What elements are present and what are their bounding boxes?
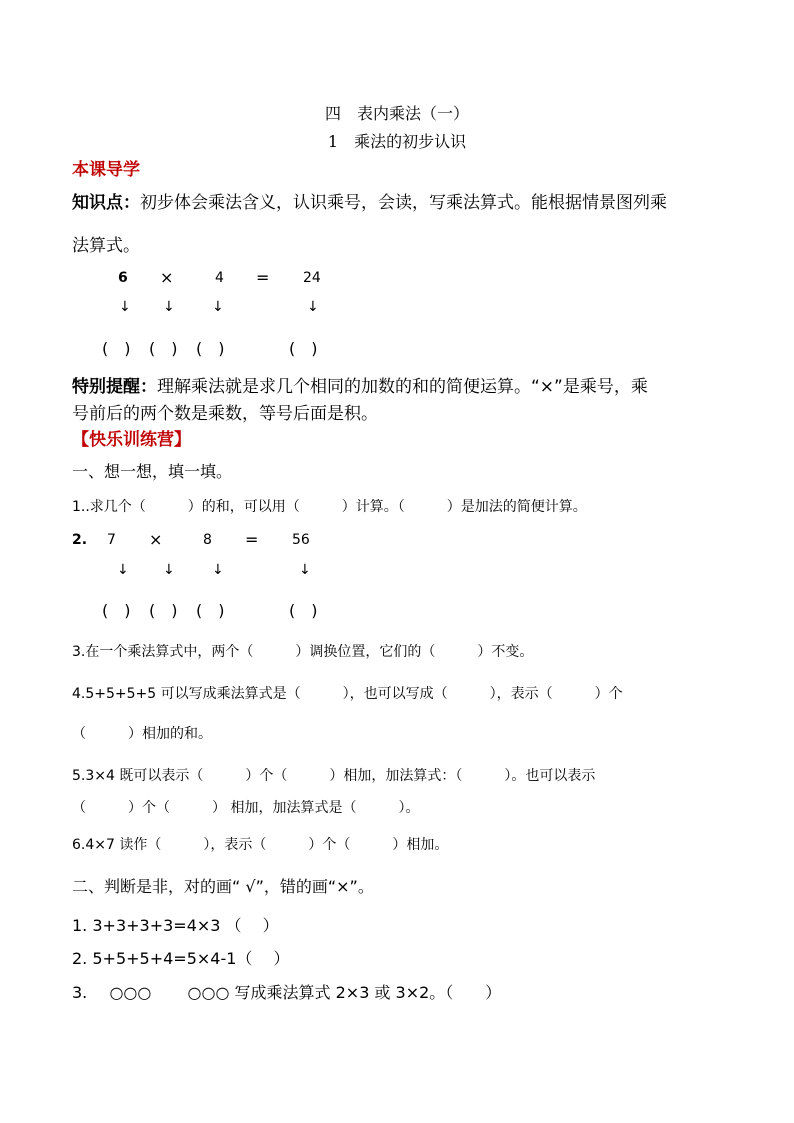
reminder-text-2: 号前后的两个数是乘数，等号后面是积。 (72, 404, 378, 424)
example-times-sign: × (160, 268, 174, 287)
unit-title: 四 表内乘法（一） (324, 104, 469, 123)
circle-group-icon: ○○○ (187, 983, 230, 1002)
example-factor-a: 6 (118, 270, 128, 286)
arrow-down-icon: ↓ (163, 562, 175, 578)
question-6: 6.4×7 读作（ ），表示（ ）个（ ）相加。 (72, 837, 449, 853)
question-5-line-2: （ ）个（ ） 相加，加法算式是（ ）。 (72, 800, 420, 816)
knowledge-label: 知识点： (72, 193, 140, 213)
judge-3-text: 写成乘法算式 2×3 或 3×2。（ ） (234, 983, 502, 1002)
question-4-line-2: （ ）相加的和。 (72, 726, 212, 742)
q2-equals-sign: = (245, 530, 259, 549)
question-1: 1..求几个（ ）的和，可以用（ ）计算。（ ）是加法的简便计算。 (72, 499, 587, 515)
example-equals-sign: = (256, 268, 270, 287)
arrow-down-icon: ↓ (307, 299, 319, 315)
part2-title: 二、判断是非，对的画“ √”，错的画“×”。 (72, 877, 374, 896)
question-4-line-1: 4.5+5+5+5 可以写成乘法算式是（ ），也可以写成（ ），表示（ ）个 (72, 686, 623, 702)
judge-1: 1. 3+3+3+3=4×3 （ ） (72, 916, 279, 935)
arrow-down-icon: ↓ (117, 562, 129, 578)
answer-blank[interactable]: ( ) (196, 339, 225, 358)
judge-3-label: 3. (72, 983, 88, 1002)
training-heading: 【快乐训练营】 (72, 430, 191, 450)
answer-blank[interactable]: ( ) (102, 339, 131, 358)
guide-heading: 本课导学 (72, 160, 140, 180)
knowledge-point (72, 188, 667, 213)
answer-blank[interactable]: ( ) (196, 601, 225, 620)
part1-title: 一、想一想，填一填。 (72, 462, 233, 481)
arrow-down-icon: ↓ (212, 562, 224, 578)
q2-factor-a: 7 (107, 532, 116, 548)
example-factor-b: 4 (215, 270, 224, 286)
q2-product: 56 (292, 532, 310, 548)
arrow-down-icon: ↓ (212, 299, 224, 315)
circle-group-icon: ○○○ (109, 983, 152, 1002)
arrow-down-icon: ↓ (299, 562, 311, 578)
judge-3 (72, 980, 501, 1003)
question-3: 3.在一个乘法算式中，两个（ ）调换位置，它们的（ ）不变。 (72, 644, 534, 660)
judge-2: 2. 5+5+5+4=5×4-1（ ） (72, 949, 290, 968)
q2-factor-b: 8 (203, 532, 212, 548)
reminder-label: 特别提醒： (72, 377, 157, 397)
example-product: 24 (303, 270, 321, 286)
question-2-label: 2. (72, 532, 88, 548)
special-reminder (72, 372, 648, 397)
q2-times-sign: × (149, 530, 163, 549)
knowledge-text-2: 法算式。 (72, 236, 140, 256)
question-5-line-1: 5.3×4 既可以表示（ ）个（ ）相加，加法算式：（ ）。也可以表示 (72, 768, 596, 784)
answer-blank[interactable]: ( ) (102, 601, 131, 620)
arrow-down-icon: ↓ (119, 299, 131, 315)
reminder-text-1: 理解乘法就是求几个相同的加数的和的简便运算。“×”是乘号，乘 (157, 377, 648, 397)
answer-blank[interactable]: ( ) (149, 339, 178, 358)
answer-blank[interactable]: ( ) (289, 601, 318, 620)
answer-blank[interactable]: ( ) (289, 339, 318, 358)
arrow-down-icon: ↓ (163, 299, 175, 315)
answer-blank[interactable]: ( ) (149, 601, 178, 620)
knowledge-text-1: 初步体会乘法含义，认识乘号，会读，写乘法算式。能根据情景图列乘 (140, 193, 667, 213)
lesson-title: 1 乘法的初步认识 (327, 132, 467, 151)
